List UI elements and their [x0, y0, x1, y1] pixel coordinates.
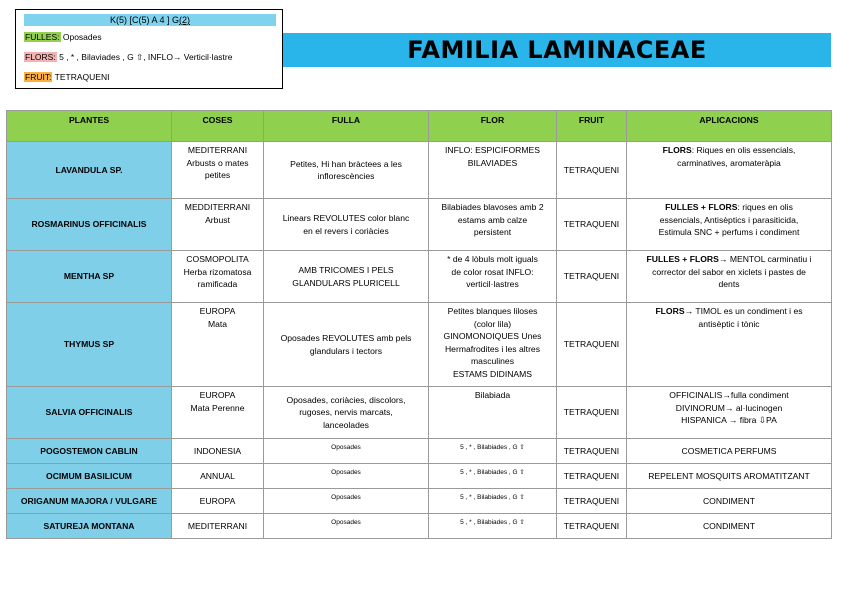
flor-cell: * de 4 lòbuls molt iguals de color rosat INFLO: verticil·lastres	[429, 251, 557, 303]
flor-cell: INFLO: ESPICIFORMES BILAVIADES	[429, 142, 557, 199]
fruit-cell: TETRAQUENI	[557, 464, 627, 489]
coses-cell: ANNUAL	[172, 464, 264, 489]
table-row	[7, 464, 832, 489]
aplicacions-cell: FLORS→ TIMOL es un condiment i es antisèptic i tònic	[627, 303, 832, 387]
table-row	[7, 387, 832, 439]
aplicacions-cell: CONDIMENT	[627, 489, 832, 514]
fruit-cell: TETRAQUENI	[557, 439, 627, 464]
page-title: FAMILIA LAMINACEAE	[407, 36, 707, 64]
table-header-row	[7, 111, 832, 142]
plant-name-cell: SATUREJA MONTANA	[7, 514, 172, 539]
plant-name-cell: ROSMARINUS OFFICINALIS	[7, 199, 172, 251]
fulles-tag: FULLES:	[25, 32, 60, 42]
flor-cell: 5 , * , Bilabiades , G ⇧	[429, 514, 557, 539]
fulla-cell: Oposades, coriàcies, discolors, rugoses, nervis marcats, lanceolades	[264, 387, 429, 439]
coses-cell: MEDDITERRANI Arbust	[172, 199, 264, 251]
plant-name-cell: THYMUS SP	[7, 303, 172, 387]
header-fruit: FRUIT	[557, 111, 627, 142]
table-row	[7, 142, 832, 199]
fulla-cell: Oposades	[264, 489, 429, 514]
fulla-cell: Oposades	[264, 514, 429, 539]
plant-name-cell: LAVANDULA SP.	[7, 142, 172, 199]
fulla-cell: Oposades	[264, 439, 429, 464]
plant-name-cell: MENTHA SP	[7, 251, 172, 303]
fruit-cell: TETRAQUENI	[557, 514, 627, 539]
flor-cell: Bilabiada	[429, 387, 557, 439]
aplicacions-cell: FLORS: Riques en olis essencials, carminatives, aromateràpia	[627, 142, 832, 199]
table-row	[7, 439, 832, 464]
fulla-cell: Oposades	[264, 464, 429, 489]
flor-cell: Petites blanques liloses (color lila) GINOMONOIQUES Unes Hermafrodites i les altres masculines ESTAMS DIDINAMS	[429, 303, 557, 387]
formula-legend	[15, 9, 283, 89]
plants-table	[6, 110, 832, 539]
coses-cell: EUROPA Mata	[172, 303, 264, 387]
coses-cell: EUROPA Mata Perenne	[172, 387, 264, 439]
aplicacions-cell: FULLES + FLORS→ MENTOL carminatiu i corrector del sabor en xiclets i pastes de dents	[627, 251, 832, 303]
header-coses: COSES	[172, 111, 264, 142]
fruit-cell: TETRAQUENI	[557, 303, 627, 387]
table-row	[7, 514, 832, 539]
fruit-cell: TETRAQUENI	[557, 251, 627, 303]
fruit-cell: TETRAQUENI	[557, 142, 627, 199]
header-aplicacions: APLICACIONS	[627, 111, 832, 142]
aplicacions-cell: REPELENT MOSQUITS AROMATITZANT	[627, 464, 832, 489]
table-row	[7, 199, 832, 251]
flor-cell: 5 , * , Bilabiades , G ⇧	[429, 489, 557, 514]
fruit-cell: TETRAQUENI	[557, 387, 627, 439]
header-plantes: PLANTES	[7, 111, 172, 142]
header-flor: FLOR	[429, 111, 557, 142]
flor-cell: 5 , * , Bilabiades , G ⇧	[429, 439, 557, 464]
plant-name-cell: OCIMUM BASILICUM	[7, 464, 172, 489]
coses-cell: INDONESIA	[172, 439, 264, 464]
title-banner	[283, 33, 831, 67]
aplicacions-cell: OFFICINALIS→fulla condiment DIVINORUM→ al·lucinogen HISPANICA → fibra ⇩PA	[627, 387, 832, 439]
plant-name-cell: ORIGANUM MAJORA / VULGARE	[7, 489, 172, 514]
coses-cell: MEDITERRANI	[172, 514, 264, 539]
fruit-cell: TETRAQUENI	[557, 199, 627, 251]
legend-flors: FLORS: 5 , * , Bilaviades , G ⇧, INFLO→ Verticil·lastre	[25, 52, 233, 62]
aplicacions-cell: CONDIMENT	[627, 514, 832, 539]
floral-formula: K(5) [C(5) A 4 ] G(2)	[24, 14, 276, 26]
plant-name-cell: SALVIA OFFICINALIS	[7, 387, 172, 439]
table-row	[7, 489, 832, 514]
flors-tag: FLORS:	[25, 52, 56, 62]
aplicacions-cell: COSMETICA PERFUMS	[627, 439, 832, 464]
legend-fulles: FULLES: Oposades	[25, 32, 102, 42]
flor-cell: 5 , * , Bilabiades , G ⇧	[429, 464, 557, 489]
fruit-tag: FRUIT:	[25, 72, 52, 82]
table-body	[7, 142, 832, 539]
fulla-cell: Petites, Hi han bràctees a les inflorescències	[264, 142, 429, 199]
coses-cell: COSMOPOLITA Herba rizomatosa ramificada	[172, 251, 264, 303]
coses-cell: EUROPA	[172, 489, 264, 514]
aplicacions-cell: FULLES + FLORS: riques en olis essencials, Antisèptics i parasiticida, Estimula SNC + perfums i condiment	[627, 199, 832, 251]
plant-name-cell: POGOSTEMON CABLIN	[7, 439, 172, 464]
fulla-cell: AMB TRICOMES I PELS GLANDULARS PLURICELL	[264, 251, 429, 303]
flor-cell: Bilabiades blavoses amb 2 estams amb calze persistent	[429, 199, 557, 251]
fulla-cell: Oposades REVOLUTES amb pels glandulars i tectors	[264, 303, 429, 387]
fulla-cell: Linears REVOLUTES color blanc en el revers i coriàcies	[264, 199, 429, 251]
table-row	[7, 303, 832, 387]
header-fulla: FULLA	[264, 111, 429, 142]
coses-cell: MEDITERRANI Arbusts o mates petites	[172, 142, 264, 199]
table-row	[7, 251, 832, 303]
legend-fruit: FRUIT: TETRAQUENI	[25, 72, 110, 82]
fruit-cell: TETRAQUENI	[557, 489, 627, 514]
